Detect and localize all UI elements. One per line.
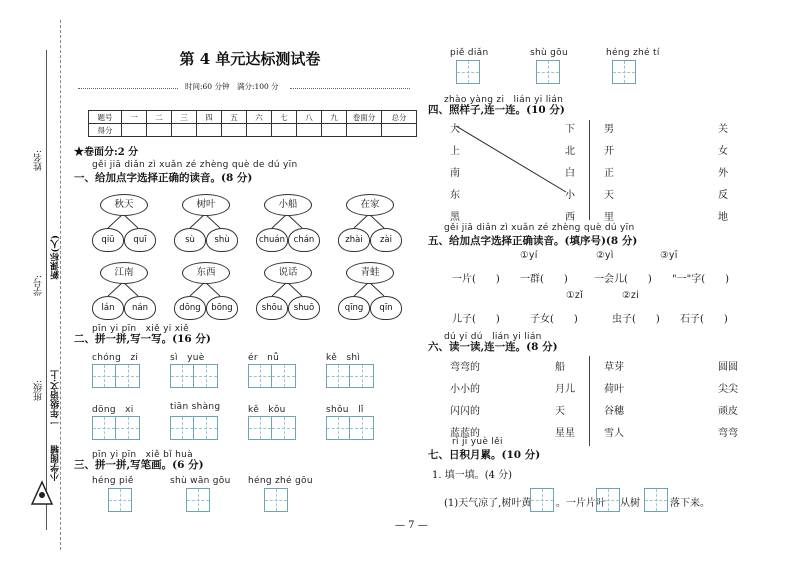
- match-word[interactable]: 男: [604, 124, 614, 135]
- student-id-label: 学号:: [34, 275, 44, 297]
- q6-title: 六、读一读,连一连。(8 分): [428, 341, 558, 353]
- fill-in-box[interactable]: [644, 488, 668, 512]
- score-cell[interactable]: [322, 124, 347, 137]
- match-word[interactable]: 小小的: [450, 384, 480, 395]
- apple-leaf-word: 在家: [346, 194, 394, 216]
- stroke-box[interactable]: [536, 60, 560, 84]
- mascot-icon: [28, 478, 56, 508]
- match-word[interactable]: 大: [450, 124, 460, 135]
- tianzige-cell[interactable]: [194, 364, 218, 388]
- tianzige-cell[interactable]: [248, 416, 272, 440]
- example-connect-line: [440, 120, 580, 200]
- match-word[interactable]: 地: [718, 212, 728, 223]
- match-word[interactable]: 正: [604, 168, 614, 179]
- pinyin-prompt: shǒu lǐ: [326, 405, 364, 415]
- score-cell[interactable]: [172, 124, 197, 137]
- tianzige-cell[interactable]: [92, 416, 116, 440]
- q7-sub1: 1. 填一填。(4 分): [432, 470, 513, 481]
- name-label: 姓名:: [34, 150, 44, 172]
- reading-option: ②zi: [622, 290, 640, 301]
- pinyin-option[interactable]: sù: [174, 228, 206, 252]
- q6-pinyin: dú yi dú lián yi lián: [444, 332, 542, 342]
- reading-option: ①zǐ: [566, 290, 584, 301]
- tianzige-cell[interactable]: [272, 364, 296, 388]
- tianzige-cell[interactable]: [272, 416, 296, 440]
- score-header-cell: 五: [222, 111, 247, 124]
- stroke-name: héng zhé tí: [606, 48, 660, 58]
- score-header-cell: 三: [172, 111, 197, 124]
- stroke-box[interactable]: [186, 488, 210, 512]
- q3-title: 三、拼一拼,写笔画。(6 分): [74, 459, 204, 471]
- tianzige-cell[interactable]: [194, 416, 218, 440]
- match-word[interactable]: 尖尖: [718, 384, 738, 395]
- match-word[interactable]: 白: [565, 168, 575, 179]
- q1-title: 一、给加点字选择正确的读音。(8 分): [74, 172, 253, 184]
- match-word[interactable]: 顽皮: [718, 406, 738, 417]
- pinyin-option[interactable]: shōu: [256, 296, 288, 320]
- pinyin-option[interactable]: quī: [124, 228, 156, 252]
- q2-pinyin: pīn yi pīn xiě yi xiě: [92, 324, 189, 334]
- match-word[interactable]: 圆圆: [718, 362, 738, 373]
- q3-pinyin: pīn yi pīn xiě bǐ huà: [92, 450, 193, 460]
- tianzige-cell[interactable]: [170, 364, 194, 388]
- match-word[interactable]: 蓝蓝的: [450, 428, 480, 439]
- page-title: 第 4 单元达标测试卷: [179, 50, 321, 68]
- match-word[interactable]: 闪闪的: [450, 406, 480, 417]
- pinyin-prompt: tiān shàng: [170, 402, 221, 412]
- apple-leaf-word: 秋天: [100, 194, 148, 216]
- apple-leaf-word: 树叶: [182, 194, 230, 216]
- pinyin-prompt: kě kǒu: [248, 405, 286, 415]
- match-word[interactable]: 东: [450, 190, 460, 201]
- score-cell[interactable]: [222, 124, 247, 137]
- pinyin-option[interactable]: nán: [124, 296, 156, 320]
- stroke-box[interactable]: [612, 60, 636, 84]
- pinyin-option[interactable]: qiū: [92, 228, 124, 252]
- match-word[interactable]: 外: [718, 168, 728, 179]
- reading-option: ②yì: [596, 250, 614, 261]
- score-header-cell: 一: [122, 111, 147, 124]
- match-word[interactable]: 谷穗: [604, 406, 624, 417]
- pinyin-prompt: chóng zi: [92, 353, 139, 363]
- pinyin-option[interactable]: bōng: [206, 296, 238, 320]
- tianzige-boxes[interactable]: [326, 364, 374, 388]
- pinyin-prompt: sì yuè: [170, 353, 205, 363]
- score-header-cell: 六: [247, 111, 272, 124]
- apple-item: [338, 258, 404, 320]
- tianzige-boxes[interactable]: [248, 416, 296, 440]
- score-cell[interactable]: [382, 124, 417, 137]
- answer-blank-item[interactable]: 儿子( ): [452, 314, 500, 325]
- pinyin-option[interactable]: shuō: [288, 296, 320, 320]
- match-word[interactable]: 开: [604, 146, 614, 157]
- sentence-text: 从树: [620, 498, 640, 509]
- pinyin-prompt: ér nǚ: [248, 353, 280, 363]
- match-word[interactable]: 天: [604, 190, 614, 201]
- apple-item: [92, 258, 158, 320]
- score-table: [88, 110, 417, 137]
- match-word[interactable]: 草芽: [604, 362, 624, 373]
- q7-pinyin: rì jī yuè lěi: [452, 437, 503, 447]
- score-header-cell: 题号: [89, 111, 122, 124]
- answer-blank-item[interactable]: 虫子( ): [612, 314, 660, 325]
- pinyin-option[interactable]: qīn: [370, 296, 402, 320]
- apple-leaf-word: 青蛙: [346, 262, 394, 284]
- match-word[interactable]: 女: [718, 146, 728, 157]
- match-word[interactable]: 关: [718, 124, 728, 135]
- score-header-cell: 七: [272, 111, 297, 124]
- divider: [78, 88, 178, 89]
- q1-pinyin: gěi jiā diǎn zì xuǎn zé zhèng què de dú yīn: [92, 160, 298, 170]
- apple-leaf-word: 说话: [264, 262, 312, 284]
- tianzige-boxes[interactable]: [92, 416, 140, 440]
- sentence-text: 。一片片叶: [556, 498, 606, 509]
- reading-option: ③yī: [660, 250, 678, 261]
- match-word[interactable]: 月儿: [555, 384, 575, 395]
- q5-pinyin: gěi jiā diǎn zì xuǎn zé zhèng què dú yīn: [444, 223, 635, 233]
- apple-item: [174, 190, 240, 252]
- pinyin-option[interactable]: lán: [92, 296, 124, 320]
- match-word[interactable]: 南: [450, 168, 460, 179]
- match-word[interactable]: 里: [604, 212, 614, 223]
- pinyin-prompt: kě shì: [326, 353, 361, 363]
- pinyin-option[interactable]: chuán: [256, 228, 288, 252]
- score-header-cell: 卷面分: [347, 111, 382, 124]
- match-word[interactable]: 弯弯: [718, 428, 738, 439]
- q7-title: 七、日积月累。(10 分): [428, 449, 541, 461]
- tianzige-cell[interactable]: [326, 416, 350, 440]
- apple-item: [338, 190, 404, 252]
- score-cell[interactable]: [197, 124, 222, 137]
- match-word[interactable]: 小: [565, 190, 575, 201]
- match-word[interactable]: 天: [555, 406, 565, 417]
- apple-item: [174, 258, 240, 320]
- q4-title: 四、照样子,连一连。(10 分): [428, 104, 565, 116]
- score-header-cell: 二: [147, 111, 172, 124]
- fill-in-box[interactable]: [596, 488, 620, 512]
- score-cell[interactable]: [147, 124, 172, 137]
- answer-blank-item[interactable]: 一会儿( ): [594, 274, 652, 285]
- stroke-name: shù wān gōu: [170, 476, 231, 486]
- column-divider: [589, 356, 590, 446]
- score-cell[interactable]: [297, 124, 322, 137]
- match-word[interactable]: 反: [718, 190, 728, 201]
- q2-title: 二、拼一拼,写一写。(16 分): [74, 333, 211, 345]
- score-cell[interactable]: [122, 124, 147, 137]
- pinyin-option[interactable]: dōng: [174, 296, 206, 320]
- tianzige-cell[interactable]: [116, 364, 140, 388]
- answer-blank-item[interactable]: 一群( ): [520, 274, 568, 285]
- stroke-box[interactable]: [108, 488, 132, 512]
- sentence-text: (1)天气凉了,树叶黄: [444, 498, 532, 509]
- match-word[interactable]: 弯弯的: [450, 362, 480, 373]
- score-header-cell: 九: [322, 111, 347, 124]
- brand-label: 小学图辅: [51, 445, 61, 481]
- match-word[interactable]: 下: [565, 124, 575, 135]
- stroke-name: héng piě: [92, 476, 134, 486]
- match-word[interactable]: 黑: [450, 212, 460, 223]
- neatness-score: ★卷面分:2 分: [74, 147, 139, 158]
- tianzige-cell[interactable]: [116, 416, 140, 440]
- score-header-cell: 四: [197, 111, 222, 124]
- pinyin-option[interactable]: shù: [206, 228, 238, 252]
- answer-blank-item[interactable]: "一"字( ): [672, 274, 730, 285]
- class-label: 班级:: [34, 380, 44, 402]
- tianzige-cell[interactable]: [170, 416, 194, 440]
- apple-item: [256, 190, 322, 252]
- page-number: — 7 —: [395, 520, 428, 531]
- tianzige-boxes[interactable]: [170, 416, 218, 440]
- apple-item: [92, 190, 158, 252]
- divider: [290, 88, 410, 89]
- binding-strip: [0, 0, 62, 562]
- pinyin-option[interactable]: zài: [370, 228, 402, 252]
- apple-leaf-word: 江南: [100, 262, 148, 284]
- edition-label: 新课标(人): [51, 235, 61, 280]
- apple-item: [256, 258, 322, 320]
- stroke-box[interactable]: [456, 60, 480, 84]
- tianzige-boxes[interactable]: [170, 364, 218, 388]
- match-word[interactable]: 荷叶: [604, 384, 624, 395]
- q5-title: 五、给加点字选择正确读音。(填序号)(8 分): [428, 235, 638, 247]
- tianzige-boxes[interactable]: [92, 364, 140, 388]
- sentence-text: 落下来。: [670, 498, 710, 509]
- grade-label: 一年级语文·上: [51, 370, 61, 428]
- score-cell[interactable]: [347, 124, 382, 137]
- pinyin-option[interactable]: zhài: [338, 228, 370, 252]
- stroke-box[interactable]: [264, 488, 288, 512]
- match-word[interactable]: 西: [565, 212, 575, 223]
- match-word[interactable]: 北: [565, 146, 575, 157]
- score-cell[interactable]: [247, 124, 272, 137]
- pinyin-prompt: dōng xi: [92, 405, 134, 415]
- stroke-name: héng zhé gōu: [248, 476, 313, 486]
- score-header-cell: 八: [297, 111, 322, 124]
- score-row-label: 得分: [89, 124, 122, 137]
- match-word[interactable]: 星星: [555, 428, 575, 439]
- stroke-name: shù gōu: [530, 48, 568, 58]
- score-header-cell: 总分: [382, 111, 417, 124]
- tianzige-cell[interactable]: [326, 364, 350, 388]
- reading-option: ①yí: [520, 250, 538, 261]
- tianzige-cell[interactable]: [350, 364, 374, 388]
- answer-blank-item[interactable]: 子女( ): [530, 314, 578, 325]
- tianzige-cell[interactable]: [248, 364, 272, 388]
- pinyin-option[interactable]: qīng: [338, 296, 370, 320]
- match-word[interactable]: 雪人: [604, 428, 624, 439]
- match-word[interactable]: 船: [555, 362, 565, 373]
- column-divider: [589, 120, 590, 220]
- q4-pinyin: zhào yàng zi lián yi lián: [444, 95, 564, 105]
- apple-leaf-word: 小船: [264, 194, 312, 216]
- stroke-name: piě diǎn: [450, 48, 489, 58]
- tianzige-boxes[interactable]: [326, 416, 374, 440]
- apple-leaf-word: 东西: [182, 262, 230, 284]
- score-cell[interactable]: [272, 124, 297, 137]
- exam-info: 时间:60 分钟 满分:100 分: [185, 82, 279, 91]
- fill-in-box[interactable]: [530, 488, 554, 512]
- tianzige-cell[interactable]: [350, 416, 374, 440]
- pinyin-option[interactable]: chán: [288, 228, 320, 252]
- tianzige-cell[interactable]: [92, 364, 116, 388]
- match-word[interactable]: 上: [450, 146, 460, 157]
- answer-blank-item[interactable]: 石子( ): [680, 314, 728, 325]
- answer-blank-item[interactable]: 一片( ): [452, 274, 500, 285]
- binding-rule: [46, 50, 47, 530]
- tianzige-boxes[interactable]: [248, 364, 296, 388]
